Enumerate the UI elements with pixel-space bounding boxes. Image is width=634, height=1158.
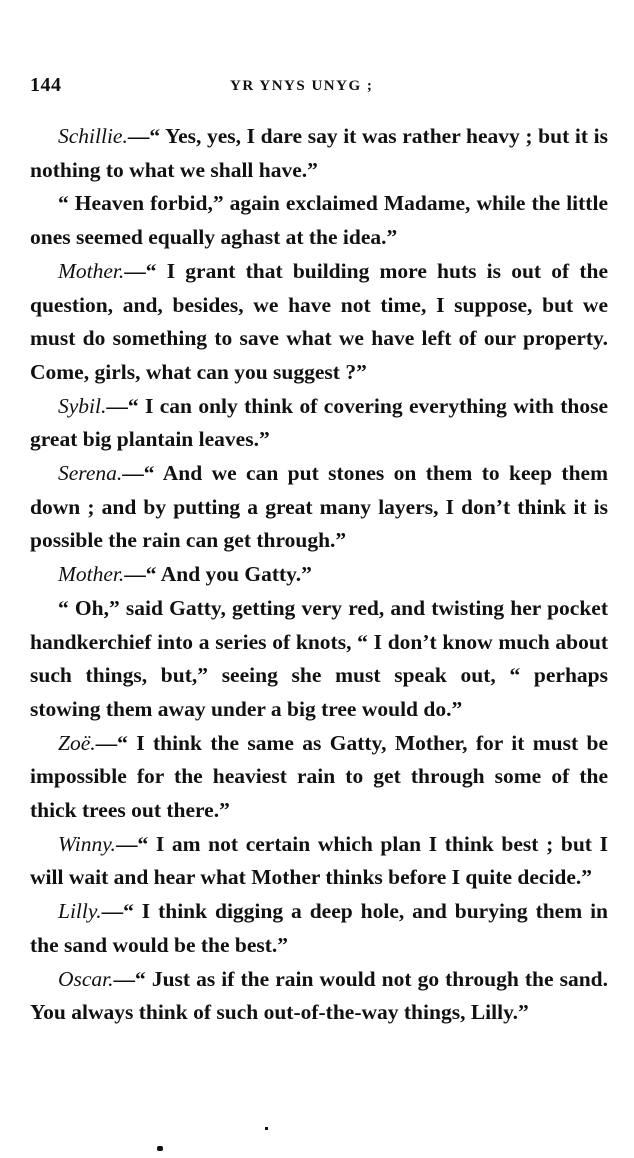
speech-text: —“ I think the same as Gatty, Mother, for it must be impossible for the heaviest rain to get through some of the thick trees out there.” [30, 730, 608, 823]
speech-text: “ Oh,” said Gatty, getting very red, and twisting her pocket handkerchief into a series of knots, “ I don’t know much about such things, but,” seeing she must speak out, “ perhaps stowing them away under a big tree would do.” [30, 595, 608, 721]
speech-text: “ Heaven forbid,” again exclaimed Madame, while the little ones seemed equally aghast at the idea.” [30, 191, 608, 250]
paragraph [30, 592, 608, 727]
speech-text: —“ I grant that building more huts is out of the question, and, besides, we have not time, I suppose, but we must do something to save what we have left of our property. Come, girls, what can you suggest ?” [30, 258, 608, 384]
speech-text: —“ I can only think of covering everything with those great big plantain leaves.” [30, 393, 608, 452]
paragraph [30, 187, 608, 254]
speech-text: —“ I am not certain which plan I think best ; but I will wait and hear what Mother thinks before I quite decide.” [30, 831, 608, 890]
speech-text: —“ I think digging a deep hole, and burying them in the sand would be the best.” [30, 899, 608, 957]
paragraph [30, 558, 608, 592]
ink-speck [265, 1127, 268, 1130]
speech-text: —“ And we can put stones on them to keep them down ; and by putting a great many layers, I don’t think it is possible the rain can get through.” [30, 461, 608, 553]
speaker-name: Winny. [58, 831, 116, 856]
paragraph [30, 255, 608, 390]
speech-text: —“ Just as if the rain would not go through the sand. You always think of such out-of-the-way things, Lilly.” [30, 966, 608, 1025]
speaker-name: Mother. [58, 258, 125, 283]
paragraph [30, 457, 608, 558]
paragraph [30, 963, 608, 1030]
speaker-name: Oscar. [58, 966, 114, 991]
speaker-name: Sybil. [58, 393, 107, 418]
paragraph [30, 828, 608, 895]
ink-speck [157, 1146, 163, 1151]
paragraph [30, 895, 608, 962]
speaker-name: Mother. [58, 562, 125, 587]
paragraph [30, 727, 608, 828]
speaker-name: Schillie. [58, 124, 128, 148]
speech-text: —“ And you Gatty.” [124, 562, 312, 587]
page-header [30, 74, 610, 104]
running-title: YR YNYS UNYG ; [230, 78, 374, 94]
body-text [30, 120, 608, 1030]
paragraph [30, 120, 608, 187]
speaker-name: Zoë. [58, 730, 96, 755]
page-number: 144 [30, 74, 62, 96]
speech-text: —“ Yes, yes, I dare say it was rather heavy ; but it is nothing to what we shall have.” [30, 124, 608, 182]
speaker-name: Serena. [58, 461, 123, 486]
paragraph [30, 390, 608, 457]
speaker-name: Lilly. [58, 899, 102, 924]
